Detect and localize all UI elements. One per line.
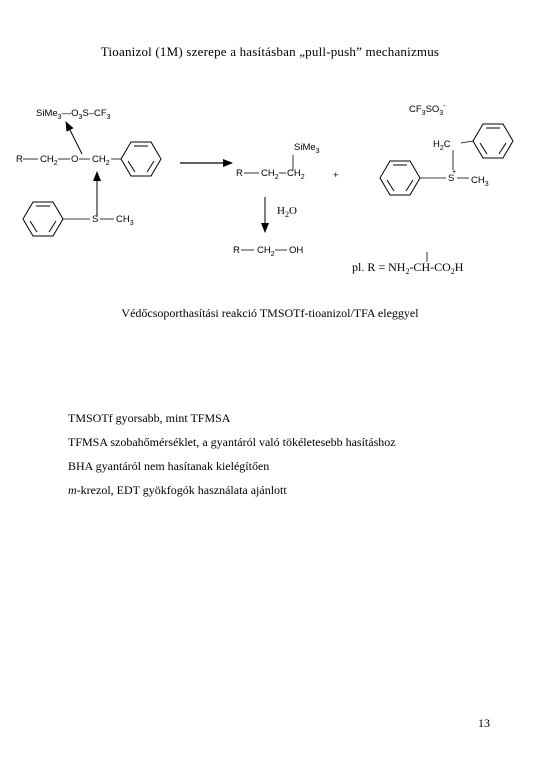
- svg-text:CH3: $CH_3$: [471, 175, 489, 188]
- note-item: BHA gyantáról nem hasítanak kielégítően: [68, 459, 270, 473]
- svg-text:CH3: $CH_3$: [116, 214, 134, 227]
- page-title: Tioanizol (1M) szerepe a hasításban „pull-push” mechanizmus: [100, 44, 440, 59]
- reaction-scheme: [0, 0, 540, 300]
- benzene-ring-left: [121, 142, 161, 176]
- svg-text:H2C: $H_2C$: [433, 139, 451, 152]
- page-number: 13: [478, 716, 490, 730]
- plus-sign: +: [333, 170, 339, 181]
- alcohol-product: [233, 245, 303, 258]
- svg-text:O: O: [71, 154, 79, 165]
- benzene-ring-thioanisole: [23, 202, 63, 236]
- svg-text:CH2: $CH_2$: [40, 154, 58, 167]
- h2o-label: $H_2O$: [277, 205, 297, 219]
- benzylsulfonium: [380, 124, 513, 195]
- note-item: TFMSA szobahőmérséklet, a gyantáról való tökéletesebb hasításhoz: [68, 435, 396, 449]
- svg-text:CH2: $CH_2$: [261, 168, 279, 181]
- svg-text:CF3SO3-: $CF_3SO_3^-$: [409, 103, 446, 117]
- example-amino-acid: [352, 252, 464, 276]
- svg-text:CH2: $CH_2$: [92, 154, 110, 167]
- svg-text:S: S: [448, 173, 455, 184]
- svg-text:OH: OH: [289, 245, 304, 256]
- svg-text:SiMe3: SiMe$_3$: [294, 142, 320, 155]
- arrow-o-to-si: [66, 122, 82, 154]
- reagent-tmsotf: [36, 108, 111, 121]
- svg-text:CH2: $CH_2$: [257, 245, 275, 258]
- svg-text:CH2: $CH_2$: [287, 168, 305, 181]
- reactant-r: R: [16, 154, 23, 165]
- triflate-anion: [409, 103, 446, 117]
- svg-text:pl. R = NH2-CH-CO2H: pl. $R = NH_2-CH-CO_2H$: [352, 260, 464, 276]
- svg-text:SiMe3—O3S–CF3: $SiMe_3—O_3S-CF_3$: [36, 108, 111, 121]
- benzene-ring-benzyl: [473, 124, 513, 158]
- notes-list: [68, 406, 396, 502]
- svg-text:S: S: [92, 214, 99, 225]
- note-item: m-krezol, EDT gyökfogók használata ajánlott: [68, 483, 287, 497]
- svg-text:+: +: [452, 169, 457, 176]
- scheme-caption: Védőcsoporthasítási reakció TMSOTf-tioanizol/TFA eleggyel: [121, 306, 419, 320]
- svg-text:R: R: [236, 168, 243, 179]
- product-silyl: [236, 142, 320, 181]
- reactant-benzyl-ether: [16, 142, 161, 176]
- note-item: TMSOTf gyorsabb, mint TFMSA: [68, 411, 231, 425]
- thioanisole: [23, 202, 134, 236]
- svg-text:R: R: [233, 245, 240, 256]
- benzene-ring-sulfonium: [380, 161, 420, 195]
